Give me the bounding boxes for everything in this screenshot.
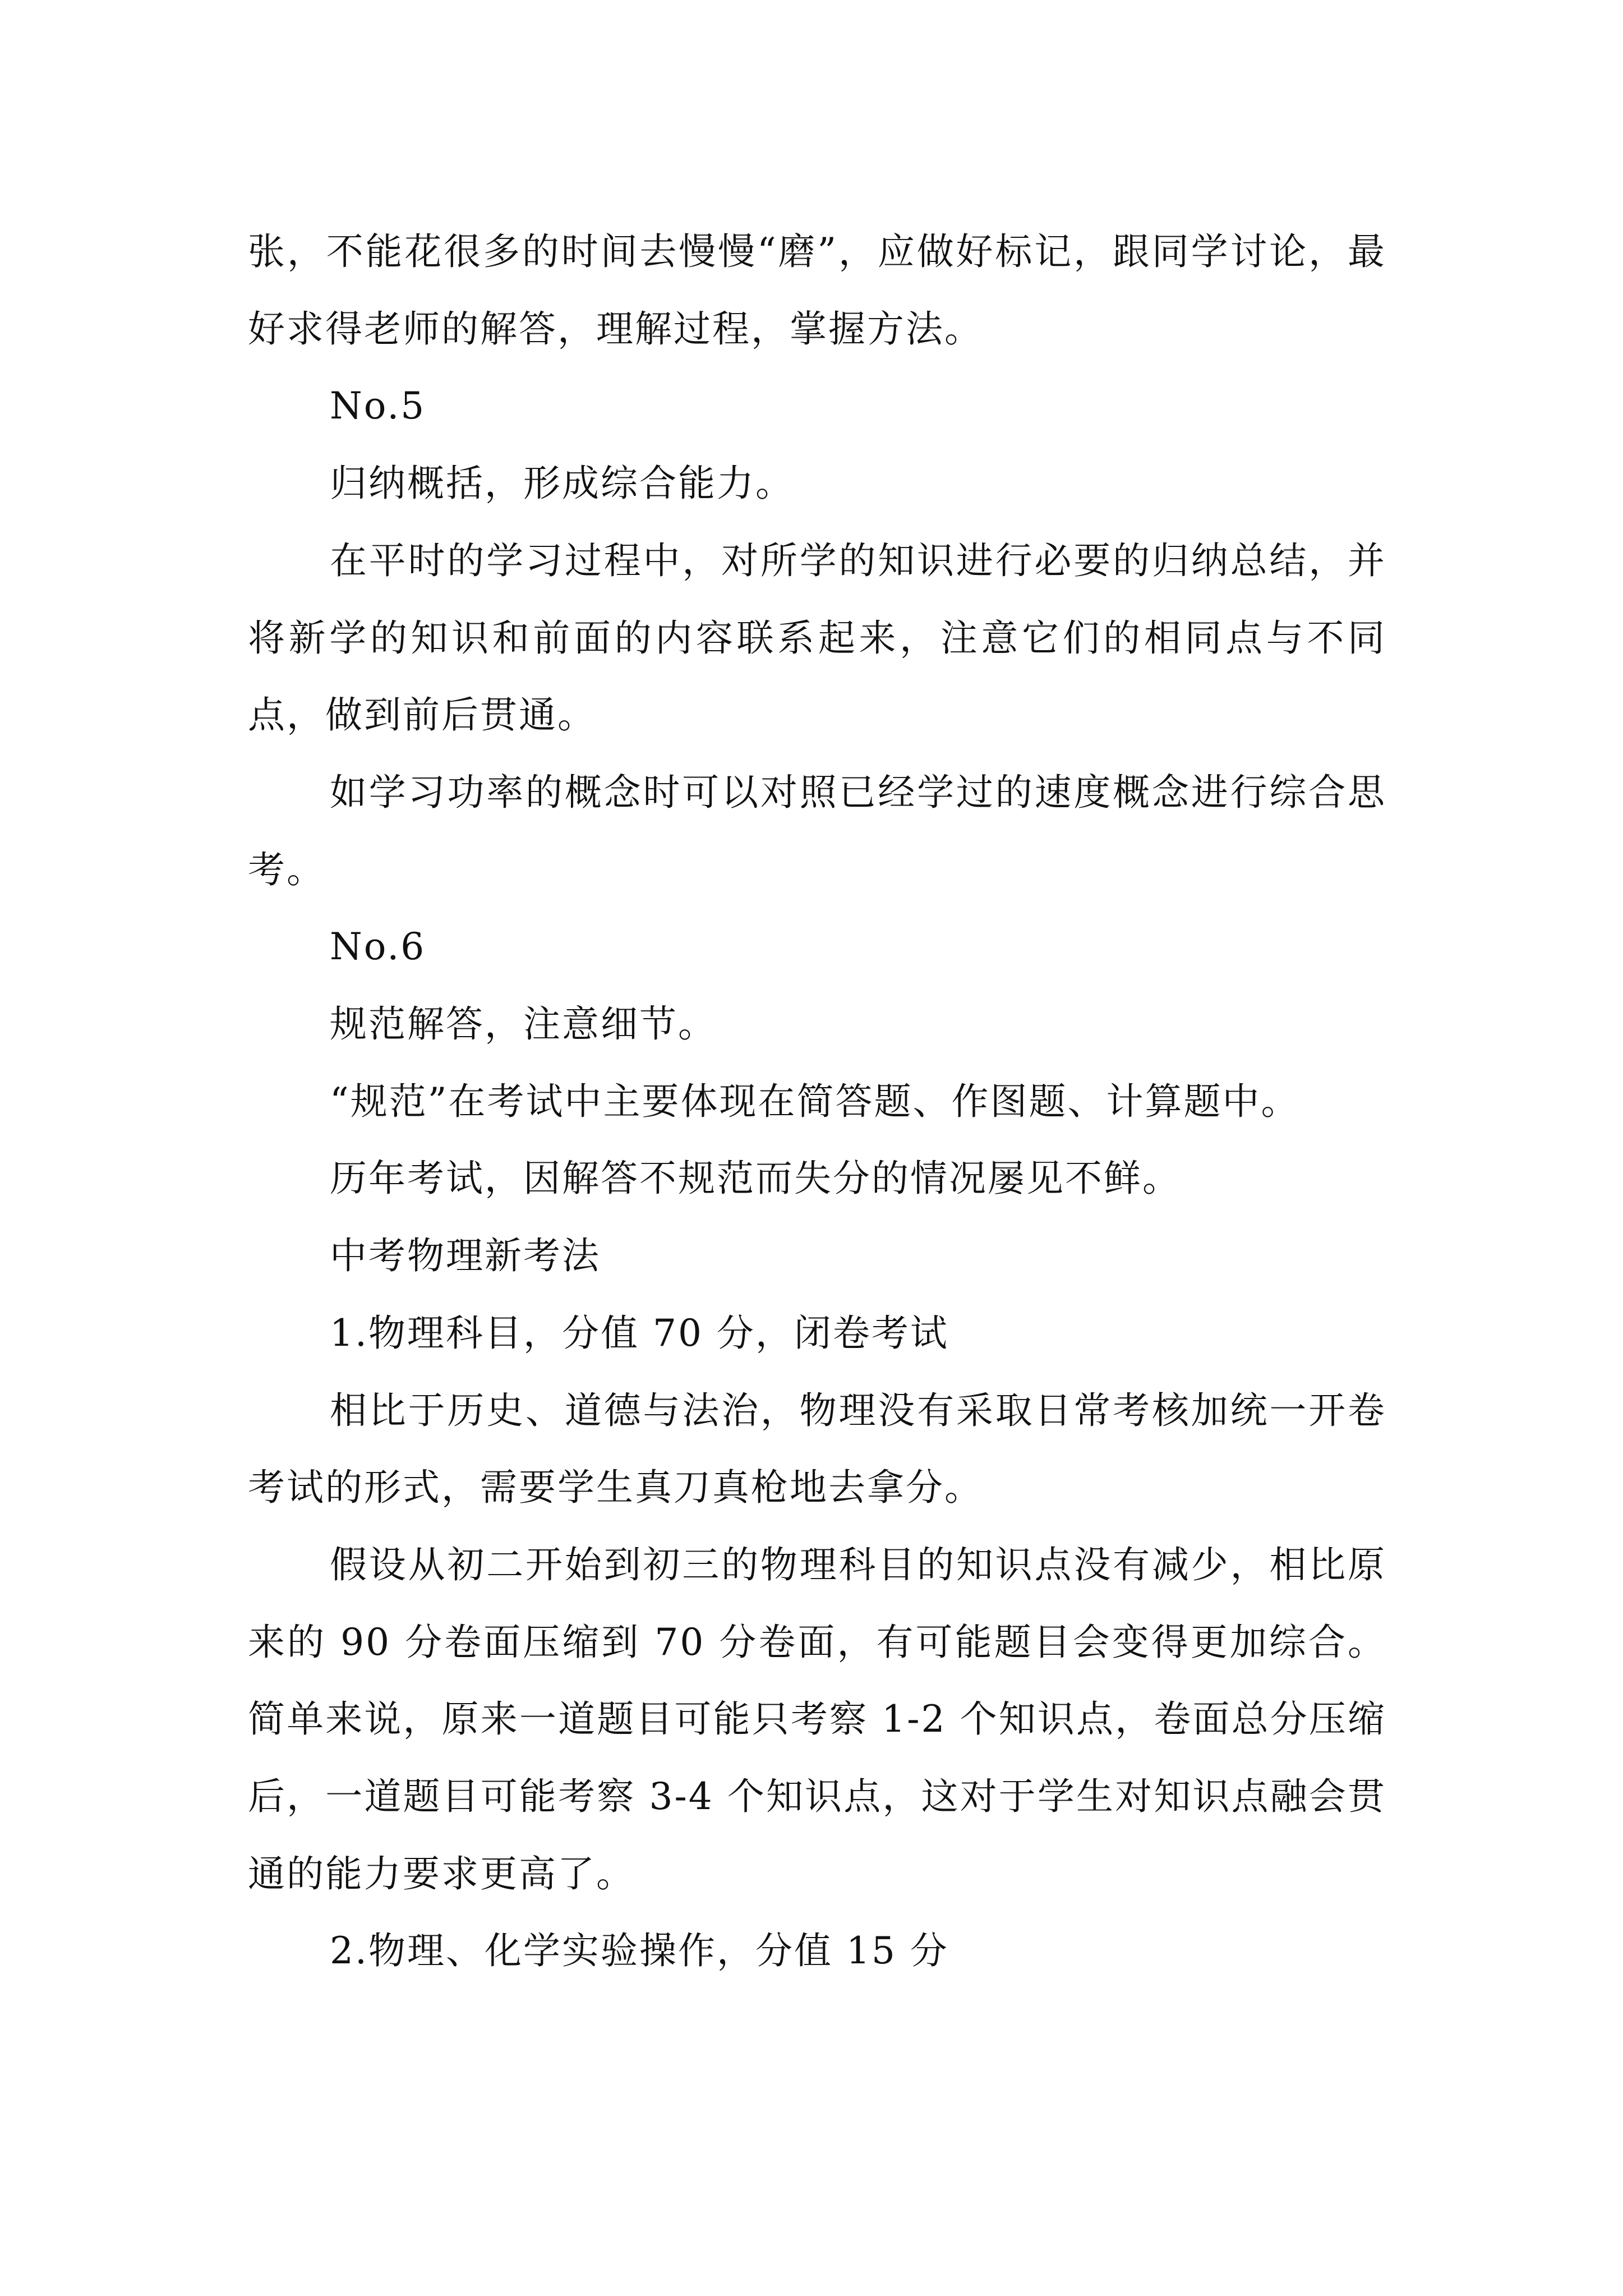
paragraph: 相比于历史、道德与法治，物理没有采取日常考核加统一开卷考试的形式，需要学生真刀真枪地去拿分。 (248, 1388, 1386, 1510)
section-heading: 归纳概括，形成综合能力。 (330, 462, 794, 505)
section-number: No.5 (330, 384, 426, 428)
list-item: 2.物理、化学实验操作，分值 15 分 (330, 1929, 949, 1973)
paragraph: 历年考试，因解答不规范而失分的情况屡见不鲜。 (330, 1157, 1181, 1200)
section-title: 中考物理新考法 (330, 1234, 601, 1278)
paragraph: 在平时的学习过程中，对所学的知识进行必要的归纳总结，并将新学的知识和前面的内容联系起来，注意它们的相同点与不同点，做到前后贯通。 (248, 539, 1386, 737)
paragraph: 张，不能花很多的时间去慢慢“磨”，应做好标记，跟同学讨论，最好求得老师的解答，理解过程，掌握方法。 (248, 230, 1386, 351)
list-item: 1.物理科目，分值 70 分，闭卷考试 (330, 1311, 949, 1355)
section-heading: 规范解答，注意细节。 (330, 1002, 717, 1046)
paragraph: “规范”在考试中主要体现在简答题、作图题、计算题中。 (330, 1079, 1300, 1123)
paragraph: 假设从初二开始到初三的物理科目的知识点没有减少，相比原来的 90 分卷面压缩到 70 分卷面，有可能题目会变得更加综合。简单来说，原来一道题目可能只考察 1-2 个知识点，卷面总分压缩后，一道题目可能考察 3-4 个知识点，这对于学生对知识点融会贯通的能力要求更高了。 (248, 1543, 1386, 1895)
section-number: No.6 (330, 925, 426, 969)
paragraph: 如学习功率的概念时可以对照已经学过的速度概念进行综合思考。 (248, 770, 1386, 891)
document-body (248, 213, 1386, 1990)
